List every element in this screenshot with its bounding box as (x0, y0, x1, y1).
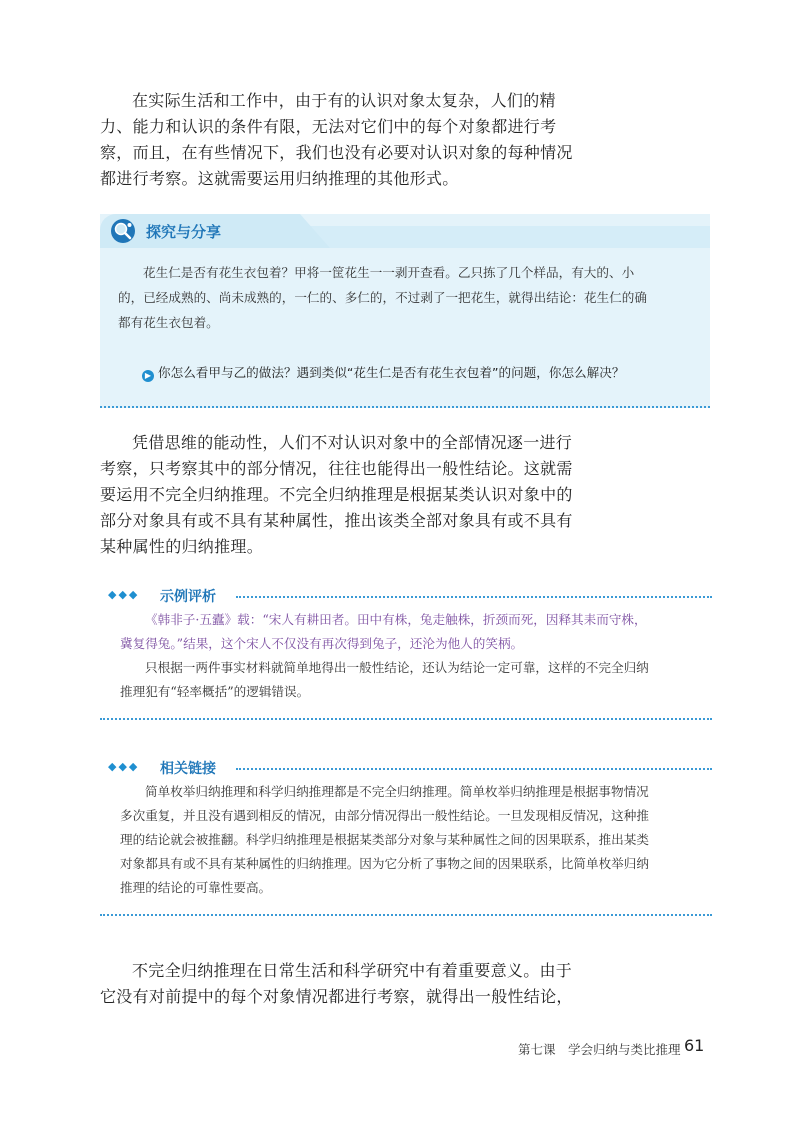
link-title: 相关链接 (160, 761, 216, 777)
paragraph-line: 不完全归纳推理在日常生活和科学研究中有着重要意义。由于 (132, 961, 573, 980)
dotted-divider (100, 718, 712, 720)
magnifier-icon (110, 218, 136, 244)
paragraph-line: 某种属性的归纳推理。 (100, 537, 264, 556)
explore-body (118, 260, 696, 335)
paragraph-line: 凭借思维的能动性，人们不对认识对象中的全部情况逐一进行 (132, 433, 573, 452)
chapter-footer: 第七课 学会归纳与类比推理 (518, 1042, 681, 1057)
explore-question (142, 362, 624, 382)
example-title: 示例评析 (160, 589, 216, 605)
dotted-divider (100, 914, 712, 916)
link-line: 推理的结论的可靠性要高。 (120, 880, 272, 895)
example-quote-line: 《韩非子·五蠹》载：“宋人有耕田者。田中有株，兔走触株，折颈而死，因释其耒而守株， (145, 612, 647, 627)
paragraph-line: 察，而且，在有些情况下，我们也没有必要对认识对象的每种情况 (100, 143, 573, 162)
paragraph-line: 力、能力和认识的条件有限，无法对它们中的每个对象都进行考 (100, 117, 557, 136)
arrow-circle-icon: ▶ (142, 370, 154, 382)
link-line: 理的结论就会被推翻。科学归纳推理是根据某类部分对象与某种属性之间的因果联系，推出某类 (120, 832, 649, 847)
paragraph-line: 要运用不完全归纳推理。不完全归纳推理是根据某类认识对象中的 (100, 485, 573, 504)
explore-share-box (100, 214, 710, 408)
diamond-icon: ◆◆◆ (108, 588, 140, 601)
explore-line: 花生仁是否有花生衣包着？甲将一筐花生一一剥开查看。乙只拣了几个样品，有大的、小 (143, 265, 635, 280)
example-comment-line: 推理犯有“轻率概括”的逻辑错误。 (120, 684, 310, 699)
link-line: 对象都具有或不具有某种属性的归纳推理。因为它分析了事物之间的因果联系，比简单枚举归纳 (120, 856, 649, 871)
paragraph-line: 考察，只考察其中的部分情况，往往也能得出一般性结论。这就需 (100, 459, 573, 478)
paragraph-2 (100, 430, 573, 560)
explore-header (100, 214, 710, 248)
dotted-divider (236, 768, 712, 770)
example-comment-line: 只根据一两件事实材料就简单地得出一般性结论，还认为结论一定可靠，这样的不完全归纳 (145, 660, 649, 675)
link-body (120, 780, 706, 900)
explore-title: 探究与分享 (146, 223, 222, 241)
question-text: 你怎么看甲与乙的做法？遇到类似“花生仁是否有花生衣包着”的问题，你怎么解决？ (158, 365, 625, 380)
header-strip (300, 226, 710, 248)
paragraph-1 (100, 88, 573, 192)
page-number: 61 (684, 1036, 705, 1055)
paragraph-line: 在实际生活和工作中，由于有的认识对象太复杂，人们的精 (132, 91, 556, 110)
dotted-divider (236, 596, 712, 598)
example-quote-line: 冀复得兔。”结果，这个宋人不仅没有再次得到兔子，还沦为他人的笑柄。 (120, 636, 524, 651)
link-header (108, 758, 712, 778)
diamond-icon: ◆◆◆ (108, 760, 140, 773)
paragraph-3 (100, 958, 573, 1010)
example-header (108, 586, 712, 606)
explore-line: 都有花生衣包着。 (118, 315, 219, 330)
link-line: 简单枚举归纳推理和科学归纳推理都是不完全归纳推理。简单枚举归纳推理是根据事物情况 (145, 784, 649, 799)
paragraph-line: 它没有对前提中的每个对象情况都进行考察，就得出一般性结论， (100, 987, 573, 1006)
explore-line: 的，已经成熟的、尚未成熟的，一仁的、多仁的，不过剥了一把花生，就得出结论：花生仁的确 (118, 290, 647, 305)
example-body (120, 608, 706, 704)
paragraph-line: 部分对象具有或不具有某种属性，推出该类全部对象具有或不具有 (100, 511, 573, 530)
paragraph-line: 都进行考察。这就需要运用归纳推理的其他形式。 (100, 169, 459, 188)
link-line: 多次重复，并且没有遇到相反的情况，由部分情况得出一般性结论。一旦发现相反情况，这种推 (120, 808, 649, 823)
